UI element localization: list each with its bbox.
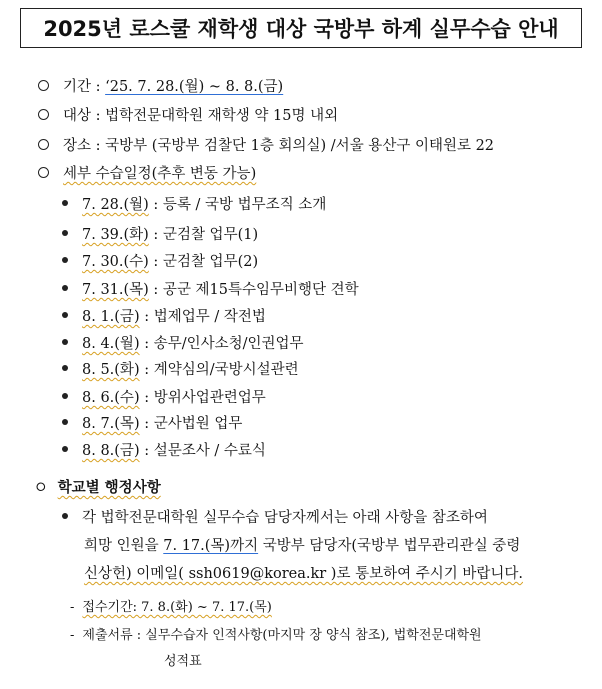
target-value: 법학전문대학원 재학생 약 15명 내외 bbox=[105, 108, 339, 124]
bullet-dot-icon bbox=[62, 419, 68, 425]
schedule-item: 7. 30.(수) : 군검찰 업무(2) bbox=[62, 252, 258, 272]
admin-heading: ⭘ 학교별 행정사항 bbox=[36, 478, 161, 498]
bullet-dot-icon bbox=[62, 312, 68, 318]
place-value: 국방부 (국방부 검찰단 1층 회의실) /서울 용산구 이태원로 22 bbox=[105, 138, 495, 154]
documents-line-cont: 성적표 bbox=[164, 654, 202, 669]
schedule-item: 8. 5.(화) : 계약심의/국방시설관련 bbox=[62, 360, 299, 380]
overview-place: 장소 : 국방부 (국방부 검찰단 1층 회의실) /서울 용산구 이태원로 22 bbox=[38, 136, 494, 156]
schedule-item: 8. 8.(금) : 설문조사 / 수료식 bbox=[62, 441, 266, 461]
documents-line: - 제출서류 : 실무수습자 인적사항(마지막 장 양식 참조), 법학전문대학원 bbox=[70, 628, 482, 643]
schedule-item: 7. 28.(월) : 등록 / 국방 법무조직 소개 bbox=[62, 195, 326, 215]
overview-period: 기간 : ‘25. 7. 28.(월) ~ 8. 8.(금) bbox=[38, 77, 283, 97]
bullet-dot-icon bbox=[62, 339, 68, 345]
bullet-dot-icon bbox=[62, 257, 68, 263]
dash-bullet: - bbox=[70, 600, 75, 615]
bullet-dot-icon bbox=[62, 285, 68, 291]
schedule-item: 8. 4.(월) : 송무/인사소청/인권업무 bbox=[62, 334, 304, 354]
dash-bullet: - bbox=[70, 628, 75, 643]
circle-bullet-icon bbox=[38, 80, 49, 91]
bullet-dot-icon bbox=[62, 513, 68, 519]
page-title: 2025년 로스쿨 재학생 대상 국방부 하계 실무수습 안내 bbox=[43, 17, 559, 41]
schedule-item: 8. 7.(목) : 군사법원 업무 bbox=[62, 414, 242, 434]
schedule-item: 7. 31.(목) : 공군 제15특수임무비행단 견학 bbox=[62, 280, 359, 300]
circle-bullet-icon bbox=[38, 109, 49, 120]
hollow-diamond-bullet-icon: ⭘ bbox=[36, 480, 46, 494]
period-value: ‘25. 7. 28.(월) ~ 8. 8.(금) bbox=[105, 79, 284, 95]
schedule-item: 8. 6.(수) : 방위사업관련업무 bbox=[62, 388, 266, 408]
deadline-line: - 접수기간: 7. 8.(화) ~ 7. 17.(목) bbox=[70, 600, 272, 615]
bullet-dot-icon bbox=[62, 446, 68, 452]
circle-bullet-icon bbox=[38, 167, 49, 178]
admin-paragraph-line1: 각 법학전문대학원 실무수습 담당자께서는 아래 사항을 참조하여 bbox=[62, 508, 488, 528]
bullet-dot-icon bbox=[62, 365, 68, 371]
admin-paragraph-line3: 신상헌) 이메일( ssh0619@korea.kr )로 통보하여 주시기 바랍니다. bbox=[84, 566, 523, 582]
bullet-dot-icon bbox=[62, 393, 68, 399]
overview-target: 대상 : 법학전문대학원 재학생 약 15명 내외 bbox=[38, 106, 338, 126]
admin-paragraph-line2: 희망 인원을 7. 17.(목)까지 국방부 담당자(국방부 법무관리관실 중령 bbox=[84, 538, 521, 554]
bullet-dot-icon bbox=[62, 230, 68, 236]
schedule-heading: 세부 수습일정(추후 변동 가능) bbox=[38, 164, 256, 184]
title-box bbox=[20, 8, 582, 48]
schedule-item: 8. 1.(금) : 법제업무 / 작전법 bbox=[62, 307, 266, 327]
bullet-dot-icon bbox=[62, 200, 68, 206]
schedule-item: 7. 39.(화) : 군검찰 업무(1) bbox=[62, 225, 258, 245]
circle-bullet-icon bbox=[38, 139, 49, 150]
